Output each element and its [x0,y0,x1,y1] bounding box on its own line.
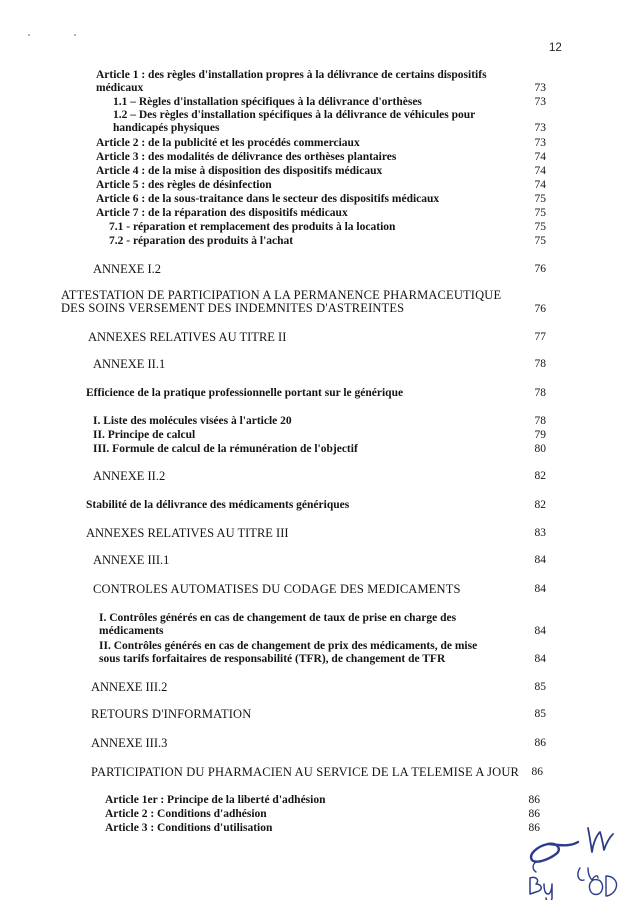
toc-entry-page: 82 [534,470,546,482]
toc-entry-page: 85 [534,681,546,693]
toc-entry-title: ATTESTATION DE PARTICIPATION A LA PERMANENCE PHARMACEUTIQUE DES SOINS VERSEMENT DES INDEMNITES D'ASTREINTES [61,288,502,315]
toc-entry-title: Article 6 : de la sous-traitance dans le secteur des dispositifs médicaux [96,193,440,205]
toc-entry-title: 1.2 – Des règles d'installation spécifiques à la délivrance de véhicules pour handicapés physiques [113,109,476,134]
toc-entry-title: ANNEXE III.1 [93,553,170,567]
scan-speck [28,34,30,36]
toc-entry-page: 86 [531,766,543,778]
toc-entry-title: Article 7 : de la réparation des dispositifs médicaux [96,207,348,219]
toc-entry-title: ANNEXE III.3 [91,736,168,750]
toc-entry-title: ANNEXE I.2 [93,262,162,276]
toc-entry-page: 74 [534,165,546,177]
toc-entry-page: 83 [534,527,546,539]
handwritten-initials [500,810,630,900]
toc-entry-title: Article 2 : de la publicité et les procédés commerciaux [96,137,360,149]
toc-entry-page: 86 [528,822,540,834]
toc-entry-page: 78 [534,358,546,370]
toc-entry-title: ANNEXE II.2 [93,469,166,483]
toc-entry-title: PARTICIPATION DU PHARMACIEN AU SERVICE DE LA TELEMISE A JOUR [91,765,520,779]
toc-entry-page: 77 [534,331,546,343]
toc-entry-page: 75 [534,207,546,219]
scan-speck [74,34,76,36]
toc-entry-title: Article 3 : des modalités de délivrance des orthèses plantaires [96,151,397,163]
toc-entry-page: 74 [534,179,546,191]
toc-entry-title: Article 1er : Principe de la liberté d'adhésion [105,794,326,806]
toc-entry-page: 78 [534,415,546,427]
toc-entry-page: 80 [534,443,546,455]
toc-entry-page: 86 [528,808,540,820]
toc-entry-page: 84 [534,653,546,665]
toc-entry-page: 74 [534,151,546,163]
toc-entry-title: 7.2 - réparation des produits à l'achat [109,235,294,247]
toc-entry-title: III. Formule de calcul de la rémunération de l'objectif [93,443,358,455]
toc-entry-page: 76 [534,263,546,275]
page-number: 12 [549,42,562,54]
toc-entry-title: ANNEXES RELATIVES AU TITRE III [86,526,289,540]
toc-entry-page: 86 [534,737,546,749]
toc-entry-title: Article 2 : Conditions d'adhésion [105,808,267,820]
toc-entry-page: 79 [534,429,546,441]
toc-entry-page: 73 [534,96,546,108]
toc-entry-title: Article 1 : des règles d'installation propres à la délivrance de certains dispositifs médicaux [96,69,487,94]
toc-entry-title: Article 4 : de la mise à disposition des dispositifs médicaux [96,165,383,177]
toc-entry-page: 75 [534,221,546,233]
toc-entry-title: ANNEXE II.1 [93,357,166,371]
toc-entry-page: 73 [534,137,546,149]
toc-entry-title: Article 5 : des règles de désinfection [96,179,272,191]
toc-entry-page: 75 [534,193,546,205]
toc-entry-title: II. Principe de calcul [93,429,196,441]
toc-entry-page: 73 [534,82,546,94]
toc-entry-title: Stabilité de la délivrance des médicaments génériques [86,499,350,511]
toc-entry-page: 84 [534,554,546,566]
toc-entry-page: 76 [534,303,546,315]
toc-entry-title: 7.1 - réparation et remplacement des produits à la location [109,221,396,233]
toc-entry-page: 75 [534,235,546,247]
toc-entry-page: 86 [528,794,540,806]
toc-entry-title: RETOURS D'INFORMATION [91,707,252,721]
toc-entry-page: 73 [534,122,546,134]
toc-entry-title: Efficience de la pratique professionnelle portant sur le générique [86,387,404,399]
toc-entry-page: 84 [534,583,546,595]
toc-entry-title: Article 3 : Conditions d'utilisation [105,822,273,834]
toc-entry-title: ANNEXES RELATIVES AU TITRE II [88,330,287,344]
toc-entry-page: 84 [534,625,546,637]
toc-entry-title: CONTROLES AUTOMATISES DU CODAGE DES MEDICAMENTS [93,582,461,596]
toc-entry-title: ANNEXE III.2 [91,680,168,694]
toc-entry-page: 82 [534,499,546,511]
toc-entry-title: 1.1 – Règles d'installation spécifiques à la délivrance d'orthèses [113,96,422,108]
toc-entry-title: I. Liste des molécules visées à l'article 20 [93,415,292,427]
toc-entry-title: I. Contrôles générés en cas de changement de taux de prise en charge des médicaments [99,612,457,637]
toc-entry-page: 78 [534,387,546,399]
toc-entry-title: II. Contrôles générés en cas de changement de prix des médicaments, de mise sous tarifs forfaitaires de responsabilité (TFR), de changement de TFR [99,640,478,665]
toc-entry-page: 85 [534,708,546,720]
